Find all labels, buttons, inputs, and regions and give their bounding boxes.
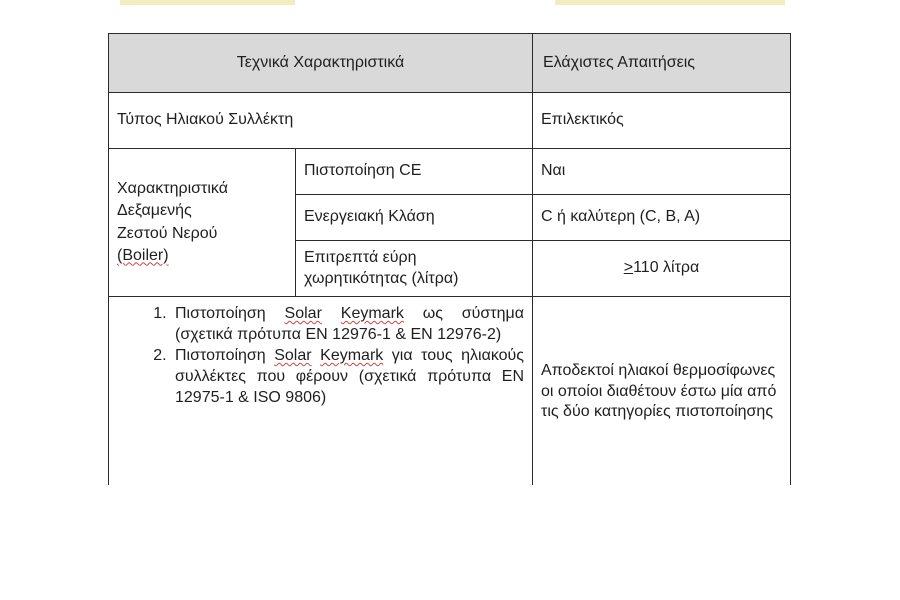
boiler-label-line: Χαρακτηριστικά <box>117 180 228 198</box>
energy-class-value: C ή καλύτερη (C, B, A) <box>533 195 791 241</box>
table-header-row <box>109 34 791 93</box>
table-row <box>109 149 791 195</box>
boiler-label-line: Δεξαμενής <box>117 202 192 220</box>
table-row <box>109 93 791 149</box>
top-cropped-strip <box>0 0 900 8</box>
ce-certification-label: Πιστοποίηση CE <box>296 149 533 195</box>
certification-requirement: Αποδεκτοί ηλιακοί θερμοσίφωνες οι οποίοι διαθέτουν έστω μία από τις δύο κατηγορίες πιστοποίησης <box>533 297 791 486</box>
brand-word: Keymark <box>320 347 384 365</box>
brand-word: Keymark <box>340 305 404 322</box>
cert-text: ως σύστημα (σχετικά πρότυπα EN 12976-1 & EN 12976-2) <box>175 305 524 344</box>
collector-type-label: Τύπος Ηλιακού Συλλέκτη <box>109 93 533 149</box>
cert-text: για τους ηλιακούς συλλέκτες που φέρουν (σχετικά πρότυπα EN 12975-1 & ISO 9806) <box>175 347 524 407</box>
boiler-label-line: Ζεστού Νερού <box>117 224 218 242</box>
boiler-group-label <box>109 149 296 297</box>
table-row <box>109 297 791 486</box>
cert-text: Πιστοποίηση <box>175 347 275 365</box>
energy-class-label: Ενεργειακή Κλάση <box>296 195 533 241</box>
ce-certification-value: Ναι <box>533 149 791 195</box>
collector-type-value: Επιλεκτικός <box>533 93 791 149</box>
capacity-label-line: χωρητικότητας (λίτρα) <box>304 269 459 287</box>
certification-list-cell <box>109 297 533 486</box>
capacity-range-label <box>296 241 533 297</box>
greater-equal-symbol: > <box>623 259 634 277</box>
boiler-label-line: (Boiler) <box>117 246 169 264</box>
capacity-label-line: Επιτρεπτά εύρη <box>304 248 417 266</box>
header-requirements: Ελάχιστες Απαιτήσεις <box>533 34 791 93</box>
header-technical: Τεχνικά Χαρακτηριστικά <box>109 34 533 93</box>
cropped-text-fragment-right <box>555 0 785 5</box>
capacity-value-text: 110 λίτρα <box>633 259 700 277</box>
cert-text: Πιστοποίηση <box>175 305 285 322</box>
technical-specs-table <box>108 33 791 485</box>
list-item <box>171 345 524 408</box>
certification-list <box>117 303 524 409</box>
brand-word: Solar <box>284 305 322 322</box>
cropped-text-fragment-left <box>120 0 295 5</box>
capacity-range-value <box>533 241 791 297</box>
brand-word: Solar <box>274 347 312 365</box>
list-item <box>171 303 524 345</box>
